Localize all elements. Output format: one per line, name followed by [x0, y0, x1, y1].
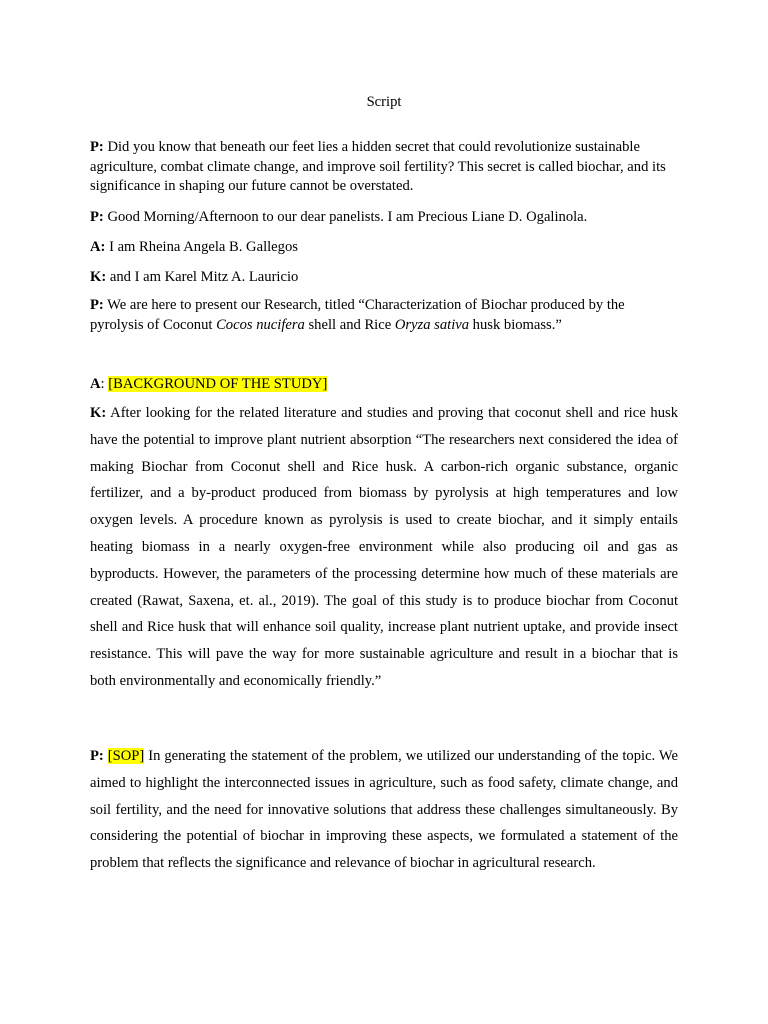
- paragraph-text: We are here to present our Research, titled “Characterization of Biochar produced by the pyrolysis of Coconut: [90, 297, 625, 333]
- paragraph-text: I am Rheina Angela B. Gallegos: [109, 239, 298, 255]
- background-heading: [90, 375, 678, 395]
- speaker-label: P:: [90, 748, 104, 764]
- sop-paragraph: [90, 743, 678, 877]
- speaker-label: P:: [90, 297, 104, 313]
- introduction-a-paragraph: [90, 238, 678, 258]
- speaker-label: P:: [90, 209, 104, 225]
- speaker-label: K:: [90, 269, 107, 285]
- intro-paragraph: [90, 138, 678, 197]
- paragraph-text: After looking for the related literature and studies and proving that coconut shell and rice husk have the potential to improve plant nutrient absorption “The researchers next considered the idea of making Biochar from Coconut shell and Rice husk. A carbon-rich organic substance, organic fertilizer, and a by-product produced from biomass by pyrolysis at high temperatures and low oxygen levels. A procedure known as pyrolysis is used to create biochar, and it simply entails heating biomass in a nearly oxygen-free environment while also producing oil and gas as byproducts. However, the parameters of the processing determine how much of these materials are created (Rawat, Saxena, et. al., 2019). The goal of this study is to produce biochar from Coconut shell and Rice husk that will enhance soil quality, increase plant nutrient uptake, and provide insect resistance. This will pave the way for more sustainable agriculture and result in a biochar that is both environmentally and economically friendly.”: [90, 405, 679, 689]
- scientific-name: Oryza sativa: [394, 316, 470, 333]
- scientific-name: Cocos nucifera: [216, 316, 305, 333]
- heading-separator: :: [100, 376, 109, 392]
- section-heading-highlight: [BACKGROUND OF THE STUDY]: [108, 376, 328, 392]
- background-paragraph: [90, 400, 678, 695]
- introduction-k-paragraph: [90, 268, 678, 288]
- paragraph-text: In generating the statement of the problem, we utilized our understanding of the topic. We aimed to highlight the interconnected issues in agriculture, such as food safety, climate change, and soil fertility, and the need for innovative solutions that address these challenges simultaneously. By considering the potential of biochar in improving these aspects, we formulated a statement of the problem that reflects the significance and relevance of biochar in agricultural research.: [90, 748, 678, 872]
- speaker-label: A: [90, 376, 101, 392]
- greeting-paragraph: [90, 208, 678, 228]
- speaker-label: K:: [90, 405, 107, 421]
- speaker-label: P:: [90, 139, 104, 155]
- paragraph-text: and I am Karel Mitz A. Lauricio: [109, 269, 299, 285]
- section-heading-highlight: [SOP]: [107, 748, 145, 764]
- paragraph-text: husk biomass.”: [469, 316, 562, 333]
- paragraph-text: shell and Rice: [304, 316, 395, 333]
- speaker-label: A:: [90, 239, 106, 255]
- paragraph-text: Did you know that beneath our feet lies a hidden secret that could revolutionize sustainable agriculture, combat climate change, and improve soil fertility? This secret is called biochar, and its significance in shaping our future cannot be overstated.: [90, 139, 666, 195]
- document-title: Script: [366, 94, 402, 110]
- paragraph-text: Good Morning/Afternoon to our dear panelists. I am Precious Liane D. Ogalinola.: [107, 209, 588, 225]
- research-title-paragraph: [90, 296, 678, 335]
